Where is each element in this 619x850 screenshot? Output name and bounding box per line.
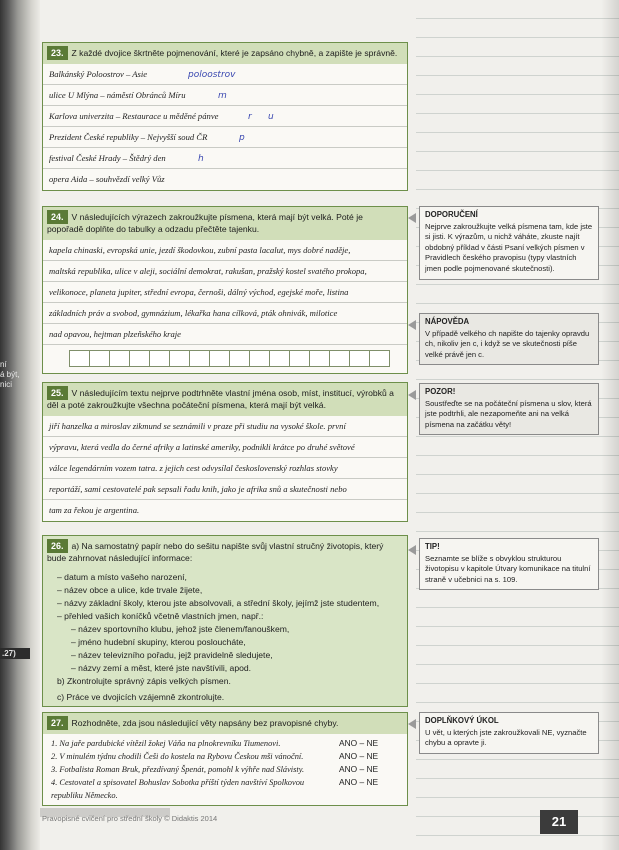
grid-cell[interactable]: [89, 350, 110, 367]
list-item: – datum a místo vašeho narození,: [57, 571, 187, 582]
yes-no-choice: [339, 789, 399, 802]
note-pozor: [419, 383, 599, 435]
exercise-26-header: [43, 536, 407, 569]
yes-no-choice[interactable]: ANO – NE: [339, 751, 379, 761]
grid-cell[interactable]: [329, 350, 350, 367]
answer-line[interactable]: [43, 148, 407, 169]
grid-cell[interactable]: [109, 350, 130, 367]
sentence-text: 2. V minulém týdnu chodili Češi do kostela na Rybovu Českou mši vánoční.: [51, 752, 304, 761]
line-text: opera Aida – souhvězdí velký Vůz: [49, 174, 165, 184]
page-edge: [601, 0, 619, 850]
handwritten-note: h: [198, 154, 204, 164]
exercise-23: [42, 42, 408, 191]
exercise-24: [42, 206, 408, 374]
note-doporuceni: [419, 206, 599, 280]
secret-word-grid: [43, 345, 407, 373]
note-doplnkovy-ukol: [419, 712, 599, 754]
grid-cell[interactable]: [189, 350, 210, 367]
exercise-25: [42, 382, 408, 522]
list-subitem: – název televizního pořadu, jejž pravidelně sledujete,: [71, 649, 273, 660]
footer-text: Pravopisné cvičení pro střední školy © Didaktis 2014: [42, 814, 218, 823]
note-text: Nejprve zakroužkujte velká písmena tam, kde jste si jisti. K výrazům, u nichž váháte, zkuste najít obdobný příklad v části Psaní velkých písmen v Pravidlech českého pravopisu (typy vlastních jmen podle pojmenované skutečnosti).: [425, 221, 593, 273]
exercise-number: 26.: [47, 539, 68, 553]
exercise-instruction: Z každé dvojice škrtněte pojmenování, které je zapsáno chybně, a zapište je správně.: [71, 48, 398, 58]
grid-cell[interactable]: [69, 350, 90, 367]
exercise-intro: a) Na samostatný papír nebo do sešitu napište svůj vlastní stručný životopis, který bude zahrnovat následující informace:: [47, 541, 384, 563]
text-line[interactable]: válce legendárním vozem tatra. z jejich cest odvysílal československý rozhlas stovky: [43, 458, 407, 479]
handwritten-note: u: [268, 112, 274, 122]
exercise-25-header: [43, 383, 407, 416]
handwritten-note: m: [218, 91, 227, 101]
note-title: DOPORUČENÍ: [425, 210, 478, 219]
sentence-text: republiku Německo.: [51, 791, 118, 800]
sentence-row: [43, 763, 407, 776]
note-pointer-icon: [408, 390, 416, 400]
line-text: ulice U Mlýna – náměstí Obránců Míru: [49, 90, 186, 100]
note-pointer-icon: [408, 213, 416, 223]
list-item: – název obce a ulice, kde trvale žijete,: [57, 584, 203, 595]
previous-page-snippet: ní á být, nici: [0, 360, 20, 389]
part-b: b) Zkontrolujte správný zápis velkých písmen.: [57, 675, 231, 686]
cv-requirements-list: [43, 569, 407, 706]
note-text: Seznamte se blíže s obvyklou strukturou životopisu v kapitole Útvary komunikace na titulní straně v učebnici na s. 109.: [425, 553, 591, 584]
answer-line[interactable]: [43, 106, 407, 127]
grid-cell[interactable]: [349, 350, 370, 367]
handwritten-note: p: [239, 133, 245, 143]
exercise-instruction: Rozhodněte, zda jsou následující věty napsány bez pravopisné chyby.: [71, 718, 339, 728]
exercise-number: 23.: [47, 46, 68, 60]
sentence-text: 4. Cestovatel a spisovatel Bohuslav Sobotka příští týden navštíví Spolkovou: [51, 778, 305, 787]
handwritten-note: poloostrov: [188, 70, 236, 80]
answer-line[interactable]: [43, 127, 407, 148]
note-title: POZOR!: [425, 387, 456, 396]
sentence-list: [43, 734, 407, 805]
part-c: c) Práce ve dvojicích vzájemně zkontrolujte.: [57, 691, 225, 702]
note-pointer-icon: [408, 320, 416, 330]
exercise-24-header: [43, 207, 407, 240]
note-text: U vět, u kterých jste zakroužkovali NE, vyznačte chybu a opravte ji.: [425, 727, 587, 748]
yes-no-choice[interactable]: ANO – NE: [339, 764, 379, 774]
expression-line[interactable]: maltská republika, ulice v aleji, sociální demokrat, rakušan, pražský kostel svatého prokopa,: [43, 261, 407, 282]
yes-no-choice[interactable]: ANO – NE: [339, 738, 379, 748]
expression-line[interactable]: základních práv a svobod, gymnázium, lékařka hana cílková, pták ohnivák, milotice: [43, 303, 407, 324]
line-text: Balkánský Poloostrov – Asie: [49, 69, 148, 79]
note-pointer-icon: [408, 545, 416, 555]
note-pointer-icon: [408, 719, 416, 729]
grid-cell[interactable]: [229, 350, 250, 367]
note-title: TIP!: [425, 542, 440, 551]
note-text: V případě velkého ch napište do tajenky opravdu ch, nikoliv jen c, i když se ve skutečnosti píše velké právě jen c.: [425, 328, 590, 359]
handwritten-note: r: [248, 112, 252, 122]
grid-cell[interactable]: [269, 350, 290, 367]
sentence-text: 1. Na jaře pardubické vítězil žokej Váňa na plnokrevníku Tiumenovi.: [51, 739, 281, 748]
note-title: DOPLŇKOVÝ ÚKOL: [425, 716, 499, 725]
exercise-23-header: [43, 43, 407, 64]
page-number: 21: [540, 810, 578, 834]
list-subitem: – název sportovního klubu, jehož jste členem/fanouškem,: [71, 623, 290, 634]
note-text: Soustřeďte se na počáteční písmena u slov, která jste podtrhli, ale nezapomeňte ani na velká písmena na začátku věty!: [425, 398, 592, 429]
line-text: festival České Hrady – Štědrý den: [49, 153, 166, 163]
line-text: Karlova univerzita – Restaurace u měděné pánve: [49, 111, 219, 121]
exercise-instruction: V následujícím textu nejprve podtrhněte vlastní jména osob, míst, institucí, výrobků a děl a poté zakroužkujte všechna počáteční písmena, která mají být velká.: [47, 388, 394, 410]
exercise-27: [42, 712, 408, 806]
exercise-27-header: [43, 713, 407, 734]
list-item: – názvy základní školy, kterou jste absolvovali, a střední školy, jejímž jste studentem,: [57, 597, 380, 608]
sentence-row: [43, 737, 407, 750]
answer-line[interactable]: [43, 169, 407, 190]
sentence-text: 3. Fotbalista Roman Bruk, přezdívaný Špenát, pomohl k výhře nad Slávisty.: [51, 765, 305, 774]
sentence-row: [43, 789, 407, 802]
answer-line[interactable]: [43, 85, 407, 106]
text-line[interactable]: tam za řekou je argentina.: [49, 504, 140, 515]
note-napoveda: [419, 313, 599, 365]
exercise-number: 24.: [47, 210, 68, 224]
previous-page-code: .27): [0, 648, 30, 659]
page-shadow: [0, 0, 40, 850]
exercise-26: [42, 535, 408, 707]
answer-line[interactable]: [43, 64, 407, 85]
list-item: – přehled vašich koníčků včetně vlastních jmen, např.:: [57, 610, 264, 621]
grid-cell[interactable]: [369, 350, 390, 367]
exercise-number: 25.: [47, 386, 68, 400]
yes-no-choice[interactable]: ANO – NE: [339, 777, 379, 787]
sentence-row: [43, 776, 407, 789]
note-title: NÁPOVĚDA: [425, 317, 470, 326]
text-line[interactable]: jiří hanzelka a miroslav zikmund se seznámili v praze při studiu na vysoké škole. první: [43, 416, 407, 437]
expression-line[interactable]: velikonoce, planeta jupiter, střední evropa, černoši, dálný východ, egejské moře, listina: [43, 282, 407, 303]
exercise-instruction: V následujících výrazech zakroužkujte písmena, která mají být velká. Poté je popořadě doplňte do tabulky a odzadu přečtěte tajenku.: [47, 212, 363, 234]
exercise-number: 27.: [47, 716, 68, 730]
grid-cell[interactable]: [289, 350, 310, 367]
grid-cell[interactable]: [169, 350, 190, 367]
list-subitem: – názvy zemí a měst, které jste navštívili, apod.: [71, 662, 252, 673]
grid-cell[interactable]: [249, 350, 270, 367]
line-text: Prezident České republiky – Nejvyšší soud ČR: [49, 132, 208, 142]
text-line[interactable]: výpravu, která vedla do černé afriky a latinské ameriky, podnikli krátce po druhé světové: [43, 437, 407, 458]
expression-line[interactable]: kapela chinaski, evropská unie, jezdí škodovkou, zubní pasta lacalut, mys dobré naděje,: [43, 240, 407, 261]
grid-cell[interactable]: [309, 350, 330, 367]
expression-line[interactable]: nad opavou, hejtman plzeňského kraje: [43, 324, 407, 345]
note-tip: [419, 538, 599, 590]
sentence-row: [43, 750, 407, 763]
list-subitem: – jméno hudební skupiny, kterou posloucháte,: [71, 636, 246, 647]
text-line[interactable]: reportáží, sami cestovatelé pak sepsali řadu knih, jako je afrika snů a skutečnosti nebo: [43, 479, 407, 500]
grid-cell[interactable]: [129, 350, 150, 367]
grid-cell[interactable]: [149, 350, 170, 367]
grid-cell[interactable]: [209, 350, 230, 367]
